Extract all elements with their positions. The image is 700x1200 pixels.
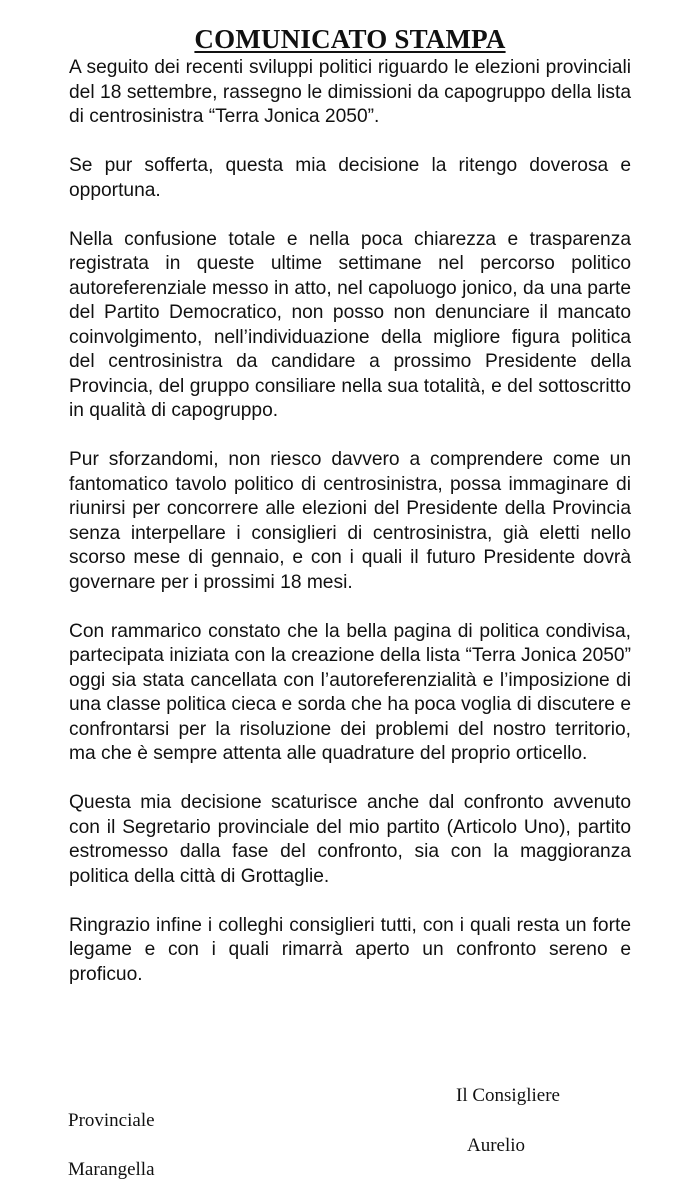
paragraph-5: Con rammarico constato che la bella pagina di politica condivisa, partecipata iniziata con la creazione della lista “Terra Jonica 2050” oggi sia stata cancellata con l’autoreferenzialità e l’imposizione di una classe politica cieca e sorda che ha poca voglia di discutere e confrontarsi per la risoluzione dei problemi del nostro territorio, ma che è sempre attenta alle quadrature del proprio orticello. <box>69 620 631 764</box>
paragraph-1: A seguito dei recenti sviluppi politici riguardo le elezioni provinciali del 18 settembre, rassegno le dimissioni da capogruppo della lista di centrosinistra “Terra Jonica 2050”. <box>69 57 631 127</box>
paragraph-2: Se pur sofferta, questa mia decisione la ritengo doverosa e opportuna. <box>69 155 631 201</box>
signature-line-1: Il Consigliere <box>456 1085 560 1106</box>
paragraph-4: Pur sforzandomi, non riesco davvero a comprendere come un fantomatico tavolo politico di centrosinistra, possa immaginare di riunirsi per concorrere alle elezioni del Presidente della Provincia senza interpellare i consiglieri di centrosinistra, già eletti nello scorso mese di gennaio, e con i quali il futuro Presidente dovrà governare per i prossimi 18 mesi. <box>69 449 631 593</box>
document-title-text: COMUNICATO STAMPA <box>194 24 506 54</box>
paragraph-6: Questa mia decisione scaturisce anche dal confronto avvenuto con il Segretario provinciale del mio partito (Articolo Uno), partito estromesso dalla fase del confronto, sia con la maggioranza politica della città di Grottaglie. <box>69 792 631 887</box>
paragraph-3: Nella confusione totale e nella poca chiarezza e trasparenza registrata in queste ultime settimane nel percorso politico autoreferenziale messo in atto, nel capoluogo jonico, da una parte del Partito Democratico, non posso non denunciare il mancato coinvolgimento, nell’individuazione della migliore figura politica del centrosinistra da candidare a prossimo Presidente della Provincia, del gruppo consiliare nella sua totalità, e del sottoscritto in qualità di capogruppo. <box>69 228 631 421</box>
document-body <box>69 56 631 1012</box>
document-title <box>0 22 700 56</box>
signature-line-2: Provinciale <box>68 1110 155 1131</box>
signature-line-3: Aurelio <box>467 1135 526 1156</box>
signature-line-4: Marangella <box>68 1159 155 1180</box>
paragraph-7: Ringrazio infine i colleghi consiglieri tutti, con i quali resta un forte legame e con i quali rimarrà aperto un confronto sereno e proficuo. <box>69 914 631 985</box>
